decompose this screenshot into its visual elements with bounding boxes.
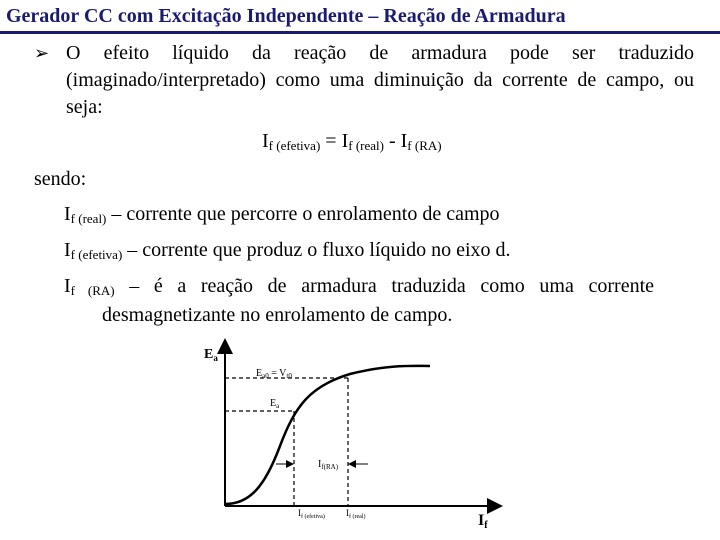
formula-real-symbol: I xyxy=(341,130,349,152)
def3-line1 xyxy=(64,274,654,303)
formula-lhs-symbol: I xyxy=(262,130,269,152)
arrow-bullet-icon: ➢ xyxy=(34,43,50,64)
definition-if-efetiva xyxy=(64,238,654,267)
bullet-text: O efeito líquido da reação de armadura pode ser traduzido (imaginado/interpretado) como uma diminuição da corrente de campo, ou seja: xyxy=(66,42,694,118)
definition-if-ra xyxy=(64,274,654,327)
sendo-label: sendo: xyxy=(34,168,87,190)
if-efetiva-label: $I_{f (efetiva)}$ xyxy=(298,508,325,520)
def2-text: – corrente que produz o fluxo líquido no eixo d. xyxy=(122,239,511,261)
slide-title: Gerador CC com Excitação Independente – Reação de Armadura xyxy=(6,5,566,27)
ea0-label: $E_{a0} = V_{t0}$ xyxy=(256,368,292,380)
def2-subscript: f (efetiva) xyxy=(70,247,123,262)
bullet-paragraph xyxy=(34,40,694,121)
def3-text: – é a reação de armadura traduzida como uma corrente xyxy=(114,275,655,297)
ifra-label: $I_{f(RA)}$ xyxy=(318,459,339,471)
formula-real-subscript: f (real) xyxy=(348,138,384,153)
magnetization-curve xyxy=(225,366,430,504)
formula-ra-symbol: I xyxy=(400,130,408,152)
definition-if-real xyxy=(64,202,654,231)
def1-text: – corrente que percorre o enrolamento de campo xyxy=(106,203,500,225)
def1-subscript: f (real) xyxy=(70,211,107,226)
formula xyxy=(262,130,442,154)
def3-symbol: I xyxy=(64,275,71,297)
formula-lhs-subscript: f (efetiva) xyxy=(268,138,321,153)
def2-symbol: I xyxy=(64,239,71,261)
magnetization-curve-graph xyxy=(190,336,520,536)
def3-subscript: f (RA) xyxy=(70,283,115,298)
def1-symbol: I xyxy=(64,203,71,225)
formula-minus: - xyxy=(383,130,401,152)
x-axis-label: If xyxy=(478,512,488,531)
def3-line2: desmagnetizante no enrolamento de campo. xyxy=(102,304,453,326)
y-axis-label: $E_a$ xyxy=(204,347,218,363)
formula-equals: = xyxy=(320,130,342,152)
formula-ra-subscript: f (RA) xyxy=(407,138,442,153)
title-underline xyxy=(0,31,720,34)
if-real-label: $I_{f (real)}$ xyxy=(346,508,366,520)
ea-label: $E_a$ xyxy=(270,398,280,410)
